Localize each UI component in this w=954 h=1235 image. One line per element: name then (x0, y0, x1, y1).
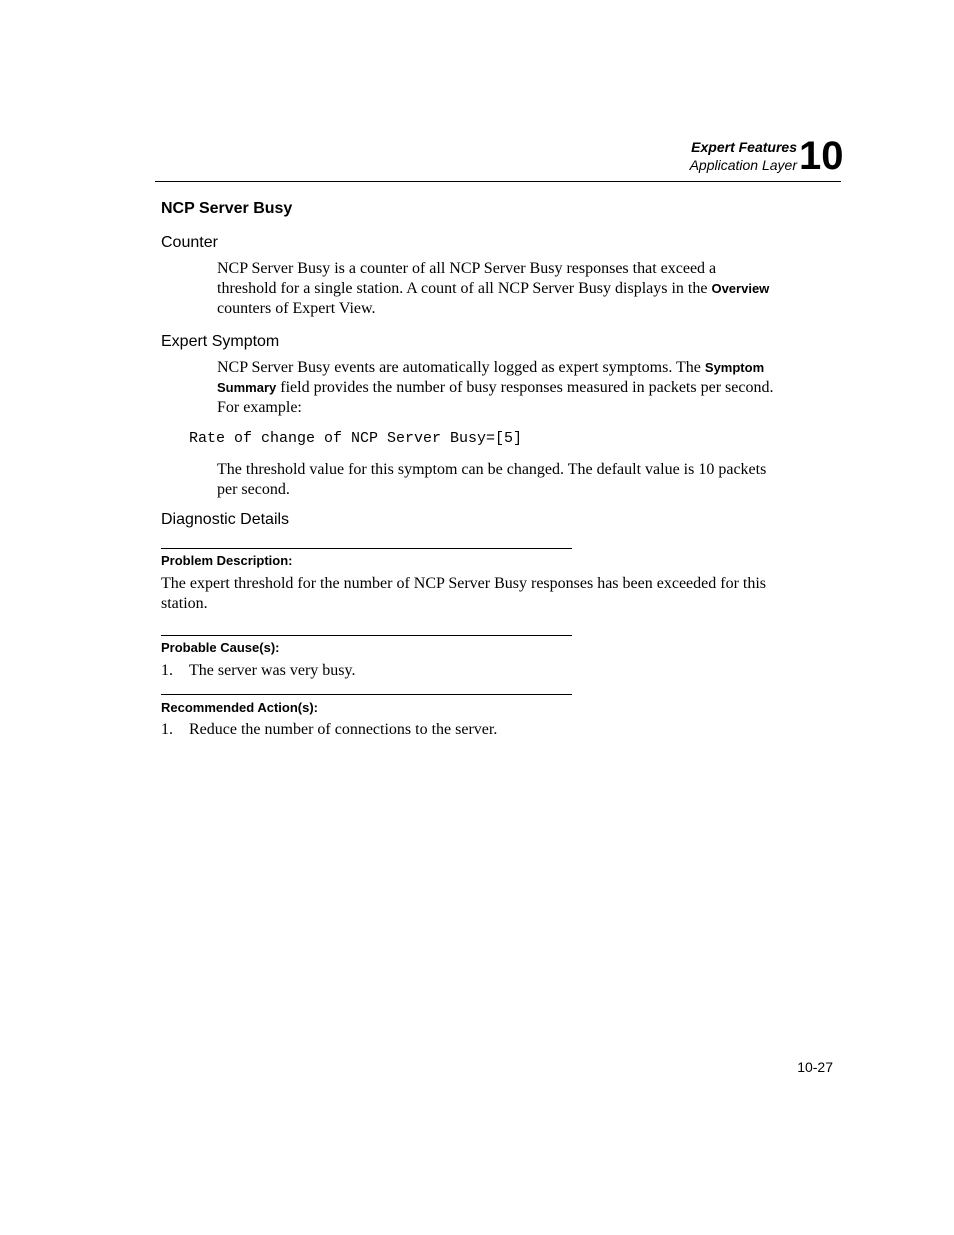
divider (161, 635, 572, 636)
counter-text-1: NCP Server Busy is a counter of all NCP Server Busy responses that exceed a threshold for a single station. A count of all NCP Server Busy displays in the (217, 260, 717, 297)
chapter-title: Expert Features (691, 139, 797, 155)
cause-label: Probable Cause(s): (161, 640, 280, 655)
header-rule (155, 181, 841, 182)
symptom-text-2: field provides the number of busy responses measured in packets per second. For example: (217, 379, 774, 416)
list-number: 1. (161, 721, 173, 738)
list-number: 1. (161, 662, 173, 679)
problem-label: Problem Description: (161, 553, 293, 568)
page-title: NCP Server Busy (161, 200, 293, 217)
expert-symptom-paragraph (217, 358, 777, 418)
counter-paragraph (217, 259, 777, 319)
divider (161, 548, 572, 549)
overview-term: Overview (711, 281, 770, 296)
list-item (161, 661, 355, 681)
list-item (161, 720, 497, 740)
section-title: Application Layer (689, 157, 797, 173)
symptom-summary-term: Symptom Summary (217, 360, 765, 395)
page-number: 10-27 (797, 1059, 833, 1075)
list-text: The server was very busy. (189, 662, 356, 679)
problem-text: The expert threshold for the number of NCP Server Busy responses has been exceeded for this station. (161, 575, 767, 612)
chapter-number: 10 (799, 134, 844, 178)
code-example: Rate of change of NCP Server Busy=[5] (189, 430, 523, 447)
diagnostic-heading: Diagnostic Details (161, 511, 290, 528)
counter-heading: Counter (161, 234, 218, 251)
list-text: Reduce the number of connections to the server. (189, 721, 498, 738)
counter-text-2: counters of Expert View. (217, 300, 376, 317)
symptom-text-1: NCP Server Busy events are automatically logged as expert symptoms. The (217, 359, 701, 376)
running-header (690, 138, 797, 174)
action-label: Recommended Action(s): (161, 700, 318, 715)
threshold-paragraph: The threshold value for this symptom can be changed. The default value is 10 packets per second. (217, 461, 767, 498)
divider (161, 694, 572, 695)
expert-symptom-heading: Expert Symptom (161, 333, 280, 350)
